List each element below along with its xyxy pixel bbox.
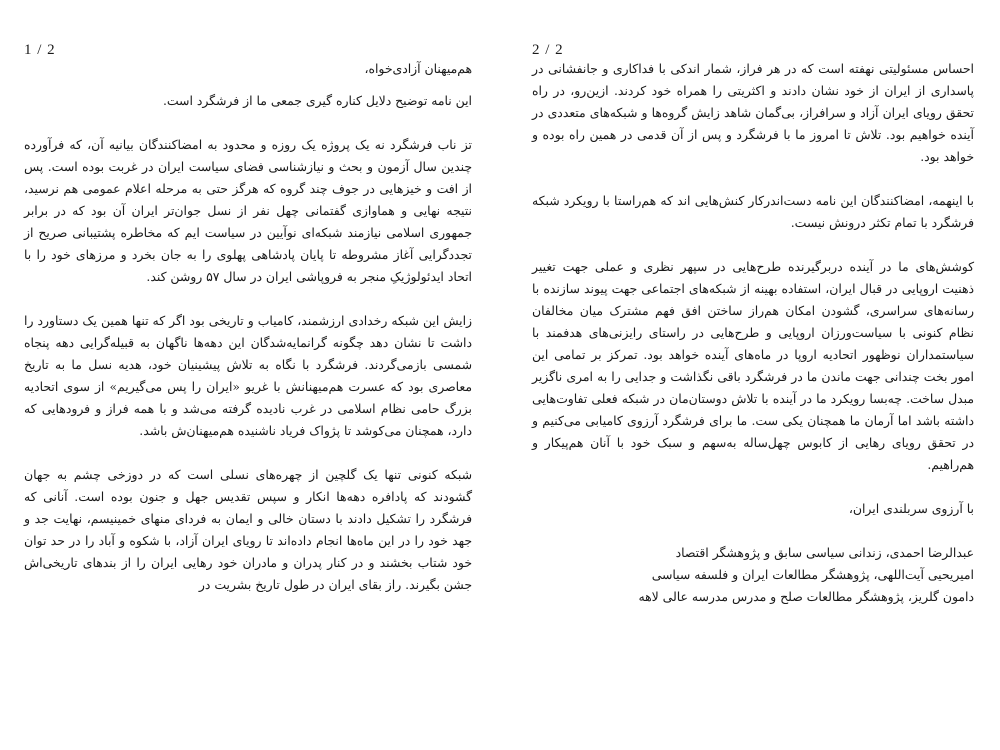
paragraph: زایش این شبکه رخدادی ارزشمند، کامیاب و تاریخی بود اگر که تنها همین یک دستاورد را داشت تا نشان دهد چگونه گرانمایه‌شدگان این دهه‌ها ناگهان به قبیله‌گرایی دهه پنجاه شمسی بازمی‌گردند. فرشگرد با نگاه به تلاش پیشینیان خود، هدیه نسل ما به تاریخ معاصری بود که عسرت هم‌میهنانش با غریو «ایران را پس می‌گیریم» از سوی اتحادیه بزرگ حامی نظام اسلامی در غرب نادیده گرفته می‌شد و با همه فراز و فرودهایی که دارد، همچنان می‌کوشد تا پژواک فریاد ناشنیده هم‌میهنان‌ش باشد. — [24, 313, 472, 438]
signature-block — [532, 542, 974, 608]
signature-line: دامون گلریز، پژوهشگر مطالعات صلح و مدرس مدرسه عالی لاهه — [638, 589, 974, 604]
paragraph: با اینهمه، امضاکنندگان این نامه دست‌اندرکار کنش‌هایی اند که هم‌راستا با رویکرد شبکه فرشگرد با تمام تکثر درونش نیست. — [532, 193, 974, 230]
page-number: 1 / 2 — [24, 42, 56, 58]
letter-page-2 — [508, 0, 1000, 750]
letter-page-1 — [0, 0, 492, 750]
paragraph: تز ناب فرشگرد نه یک پروژه یک روزه و محدود به امضاکنندگان بیانیه آن، که فرآورده چندین سال آزمون و بحث و نیازشناسی فضای سیاست ایران در غربت بوده است. پس از افت و خیزهایی در جوف چند گروه که هرگز حتی به مرحله اعلام عمومی هم نرسید، نتیجه نهایی و هماوازی گفتمانی چهل نفر از نسل جوان‌تر ایران آن بود که در برابر جمهوری اسلامی نیازمند شبکه‌ای نوآیین در سیاست ایم که مخاطره پشتیبانی صریح از تجددگرایی آغاز مشروطه تا پایان پادشاهی پهلوی را به جان بخرد و مرزهای خود را با اتحاد ایدئولوژیکِ منجر به فروپاشی ایران در سال ۵۷ روشن کند. — [24, 137, 472, 284]
salutation: هم‌میهنان آزادی‌خواه، — [364, 61, 472, 76]
signature-line: امیریحیی آیت‌اللهی، پژوهشگر مطالعات ایران و فلسفه سیاسی — [651, 567, 974, 582]
paragraph: احساس مسئولیتی نهفته است که در هر فراز، شمار اندکی با فداکاری و جانفشانی در پاسداری از ایران از خود نشان دادند و اکثریتی را همراه خود کردند. ازین‌رو، در راه تحقق رویای ایران آزاد و سرافراز، بی‌گمان شاهد زایش گروه‌ها و شبکه‌های متعددی در آینده خواهیم بود. تلاش تا امروز ما با فرشگرد و پس از آن قدمی در همین راه بوده و خواهد بود. — [532, 61, 974, 164]
page-1-body — [24, 58, 472, 596]
closing-line: با آرزوی سربلندی ایران، — [848, 501, 974, 516]
paragraph: شبکه کنونی تنها یک گلچین از چهره‌های نسلی است که در دوزخی چشم به جهان گشودند که پادافره دهه‌ها انکار و سپس تقدیس جهل و جنون بوده است. آنانی که فرشگرد را تشکیل دادند با دستان خالی و ایمان به فردای منهای خمینیسم، نهایت جد و جهد خود را در این ماه‌ها انجام داده‌اند تا رویای ایران آزاد، با شکوه و آباد را در حد توان خود شتاب بخشند و در کنار پدران و مادران خود رهایی ایران را از بندهای تاریخی‌اش جشن بگیرند. راز بقای ایران در طول تاریخ بشریت در — [24, 467, 472, 592]
signature-line: عبدالرضا احمدی، زندانی سیاسی سابق و پژوهشگر اقتصاد — [675, 545, 974, 560]
paragraph: کوشش‌های ما در آینده دربرگیرنده طرح‌هایی در سپهر نظری و عملی جهت تغییر ذهنیت اروپایی در قبال ایران، استفاده بهینه از شبکه‌های اجتماعی جهت پیوند سازنده با رسانه‌های سراسری، گشودن امکان هم‌راز ساختن افق فهم مشترک میان مخالفان نظام کنونی با سیاست‌ورزان اروپایی و طرح‌هایی در راستای رایزنی‌های هدفمند با سیاستمداران نوظهور اتحادیه اروپا در ماه‌های آینده خواهد بود. تمرکز بر تمامی این امور بخت چندانی جهت ماندن ما در فرشگرد باقی نگذاشت و جدایی را به امری ناگزیر مبدل ساخت. چه‌بسا رویکرد ما در آینده با تلاش دوستان‌مان در شبکه فعلی تفاوت‌هایی داشته باشد اما آرمان ما همچنان یکی ست. ما برای فرشگرد آرزوی کامیابی می‌کنیم و در تحقق رویای رهایی از کابوس چهل‌ساله به‌سهم و سبک خود با آنان هم‌پیکار و هم‌راهیم. — [532, 259, 974, 472]
page-2-body — [532, 58, 974, 608]
intro-line: این نامه توضیح دلایل کناره گیری جمعی ما از فرشگرد است. — [162, 93, 472, 108]
page-number: 2 / 2 — [532, 42, 564, 58]
